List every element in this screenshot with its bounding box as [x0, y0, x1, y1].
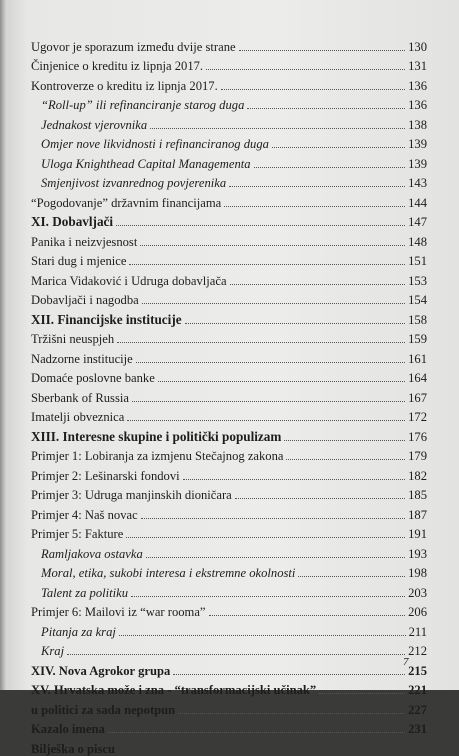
toc-leader-dots	[206, 69, 405, 70]
toc-leader-dots	[247, 108, 405, 109]
toc-entry-page: 136	[408, 78, 427, 93]
toc-entry-title: Omjer nove likvidnosti i refinanciranog duga	[41, 137, 269, 151]
page-number: 7	[403, 656, 409, 668]
toc-entry-title: “Pogodovanje” državnim financijama	[31, 195, 222, 210]
toc-entry	[31, 483, 427, 503]
toc-entry-title: Uloga Knighthead Capital Managementa	[41, 156, 251, 171]
toc-entry	[31, 444, 427, 464]
toc-entry	[31, 210, 427, 230]
toc-entry	[31, 171, 427, 191]
toc-entry	[31, 34, 427, 54]
toc-leader-dots	[132, 401, 405, 402]
toc-entry	[31, 405, 427, 425]
toc-leader-dots	[141, 518, 405, 519]
toc-entry	[31, 385, 427, 405]
toc-entry-page: 138	[408, 117, 427, 132]
toc-entry-title: Jednakost vjerovnika	[41, 117, 148, 132]
toc-entry-title: Marica Vidaković i Udruga dobavljača	[31, 273, 227, 288]
toc-leader-dots	[272, 147, 405, 148]
toc-entry	[31, 463, 427, 483]
toc-entry-page: 136	[408, 98, 427, 112]
toc-entry	[31, 307, 427, 327]
toc-entry-page: 215	[408, 663, 427, 678]
toc-entry-page: 148	[408, 234, 427, 249]
toc-entry-title: “Roll-up” ili refinanciranje starog duga	[41, 98, 245, 112]
toc-entry-page: 147	[408, 215, 427, 229]
toc-entry	[31, 502, 427, 522]
toc-entry	[31, 580, 427, 600]
toc-entry	[31, 600, 427, 620]
toc-leader-dots	[284, 440, 405, 441]
toc-entry-title: Ramljakova ostavka	[41, 546, 143, 561]
table-of-contents	[31, 34, 427, 756]
toc-entry-page: 176	[408, 429, 427, 444]
toc-entry	[31, 424, 427, 444]
toc-entry	[31, 229, 427, 249]
toc-entry-title: Činjenice o kreditu iz lipnja 2017.	[31, 59, 204, 73]
toc-entry-title: Kazalo imena	[31, 722, 105, 736]
toc-leader-dots	[239, 50, 406, 51]
toc-entry	[31, 619, 427, 639]
toc-entry-title: XV. Hrvatska može i zna - “transformacijski učinak”	[31, 683, 317, 697]
toc-entry	[31, 288, 427, 308]
toc-leader-dots	[185, 323, 406, 324]
toc-leader-dots	[119, 635, 406, 636]
toc-leader-dots	[224, 206, 405, 207]
toc-leader-dots	[298, 576, 405, 577]
toc-entry-page: 151	[408, 254, 427, 268]
toc-entry-page: 164	[408, 371, 427, 385]
toc-entry-title: Smjenjivost izvanrednog povjerenika	[41, 176, 227, 190]
toc-leader-dots	[126, 537, 405, 538]
toc-entry	[31, 346, 427, 366]
toc-entry	[31, 658, 427, 678]
toc-entry-title: XIII. Interesne skupine i politički populizam	[31, 428, 282, 444]
toc-entry-title: Ugovor je sporazum između dvije strane	[31, 39, 236, 54]
toc-leader-dots	[140, 245, 405, 246]
toc-entry-page: 203	[408, 585, 427, 600]
toc-entry-title: Moral, etika, sukobi interesa i ekstremne okolnosti	[41, 566, 296, 580]
toc-leader-dots	[235, 498, 405, 499]
toc-entry-title: Primjer 5: Fakture	[31, 527, 124, 541]
toc-entry-page: 161	[408, 351, 427, 366]
toc-entry-title: Pitanja za kraj	[41, 624, 116, 639]
toc-entry	[31, 717, 427, 737]
toc-leader-dots	[178, 713, 405, 714]
toc-entry-page: 185	[408, 488, 427, 502]
toc-entry	[31, 73, 427, 93]
toc-entry-page: 211	[408, 624, 427, 639]
toc-entry	[31, 249, 427, 269]
toc-entry	[31, 151, 427, 171]
toc-entry-title: Primjer 2: Lešinarski fondovi	[31, 468, 180, 483]
toc-leader-dots	[319, 693, 405, 694]
toc-entry-page: 139	[408, 156, 427, 171]
toc-entry-page: 158	[408, 312, 427, 327]
toc-entry-page: 159	[408, 332, 427, 346]
toc-entry-title: XIV. Nova Agrokor grupa	[31, 663, 171, 678]
toc-entry-title: Stari dug i mjenice	[31, 254, 127, 268]
toc-entry-page: 153	[408, 273, 427, 288]
toc-entry	[31, 93, 427, 113]
toc-entry	[31, 112, 427, 132]
toc-leader-dots	[221, 89, 405, 90]
toc-leader-dots	[116, 225, 405, 226]
toc-entry-title: Nadzorne institucije	[31, 351, 133, 366]
toc-entry-page: 198	[408, 566, 427, 580]
toc-entry-title: Primjer 4: Naš novac	[31, 507, 138, 522]
toc-leader-dots	[136, 362, 405, 363]
toc-entry-title: Imatelji obveznica	[31, 410, 125, 424]
toc-entry-title: u politici za sada nepotpun	[31, 702, 176, 717]
toc-entry	[31, 697, 427, 717]
toc-entry-title: Primjer 1: Lobiranja za izmjenu Stečajnog zakona	[31, 449, 284, 463]
toc-leader-dots	[209, 615, 406, 616]
toc-entry-page: 154	[408, 293, 427, 307]
toc-entry-title: Bilješka o piscu	[31, 741, 115, 756]
toc-entry	[31, 54, 427, 74]
toc-entry-page: 130	[408, 39, 427, 54]
toc-leader-dots	[230, 284, 406, 285]
toc-entry-title: Kraj	[41, 644, 65, 658]
toc-entry-page: 167	[408, 390, 427, 405]
toc-entry-title: Domaće poslovne banke	[31, 371, 155, 385]
toc-leader-dots	[150, 128, 405, 129]
toc-entry-page: 139	[408, 137, 427, 151]
toc-leader-dots	[229, 186, 405, 187]
toc-leader-dots	[108, 732, 405, 733]
toc-leader-dots	[254, 167, 406, 168]
toc-leader-dots	[173, 674, 405, 675]
page-edge	[0, 0, 6, 690]
toc-entry-page: 193	[408, 546, 427, 561]
toc-entry-title: Primjer 3: Udruga manjinskih dioničara	[31, 488, 232, 502]
toc-entry-title: Dobavljači i nagodba	[31, 293, 139, 307]
toc-entry-title: Talent za politiku	[41, 585, 128, 600]
toc-leader-dots	[129, 264, 405, 265]
toc-leader-dots	[286, 459, 405, 460]
toc-entry-page: 212	[408, 644, 427, 658]
toc-entry	[31, 678, 427, 698]
toc-entry	[31, 541, 427, 561]
toc-entry-page: 187	[408, 507, 427, 522]
toc-entry-page: 191	[408, 527, 427, 541]
toc-entry	[31, 561, 427, 581]
toc-entry-title: Kontroverze o kreditu iz lipnja 2017.	[31, 78, 218, 93]
toc-entry-title: Tržišni neuspjeh	[31, 332, 115, 346]
toc-leader-dots	[127, 420, 405, 421]
toc-entry-title: XI. Dobavljači	[31, 214, 114, 229]
toc-entry-page: 231	[408, 722, 427, 736]
toc-leader-dots	[183, 479, 405, 480]
toc-entry-page: 143	[408, 176, 427, 190]
toc-entry-page: 227	[408, 702, 427, 717]
toc-entry	[31, 190, 427, 210]
toc-entry-page: 182	[408, 468, 427, 483]
toc-entry-page: 179	[408, 449, 427, 463]
toc-entry-title: XII. Financijske institucije	[31, 311, 182, 327]
toc-entry-page: 172	[408, 410, 427, 424]
toc-leader-dots	[131, 596, 405, 597]
toc-leader-dots	[158, 381, 405, 382]
toc-entry	[31, 366, 427, 386]
toc-entry	[31, 268, 427, 288]
toc-entry-title: Primjer 6: Mailovi iz “war rooma”	[31, 605, 206, 619]
toc-entry	[31, 736, 427, 756]
toc-leader-dots	[67, 654, 405, 655]
toc-entry-page: 144	[408, 195, 427, 210]
toc-entry-page: 206	[408, 605, 427, 619]
toc-entry	[31, 327, 427, 347]
toc-entry	[31, 522, 427, 542]
toc-entry-title: Sberbank of Russia	[31, 390, 129, 405]
toc-entry-title: Panika i neizvjesnost	[31, 234, 138, 249]
toc-leader-dots	[142, 303, 405, 304]
toc-entry	[31, 132, 427, 152]
toc-leader-dots	[146, 557, 405, 558]
toc-entry-page: 221	[408, 683, 427, 697]
toc-entry	[31, 639, 427, 659]
toc-leader-dots	[117, 342, 405, 343]
toc-entry-page: 131	[408, 59, 427, 73]
